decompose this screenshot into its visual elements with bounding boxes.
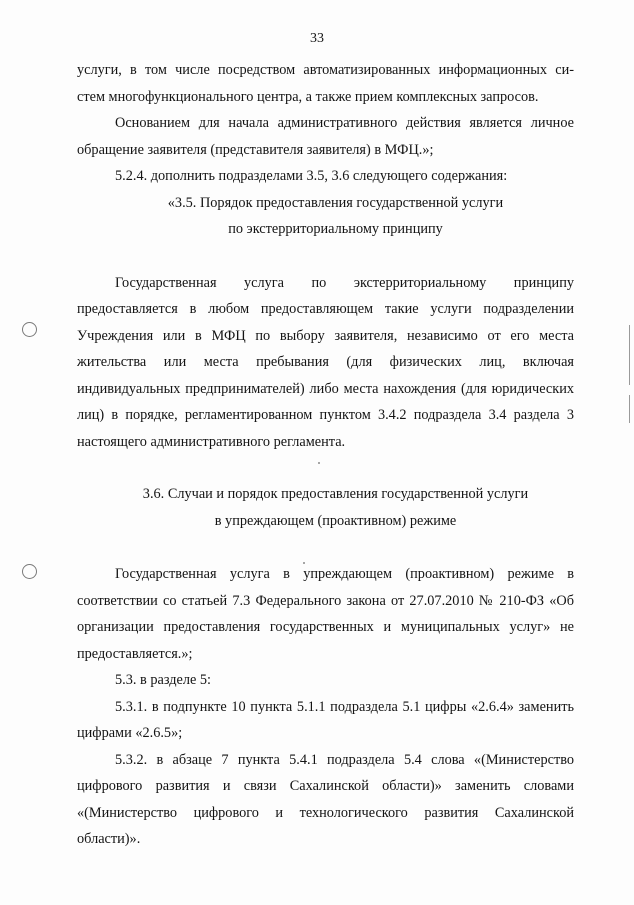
text-line: стем многофункционального центра, а также прием комплексных запросов. (77, 88, 539, 105)
section-heading-3-6-line-1: 3.6. Случаи и порядок предоставления государственной услуги (142, 486, 529, 502)
right-edge-mark-lower (629, 395, 630, 423)
right-edge-mark-upper (629, 325, 630, 385)
paragraph-3-6-body: Государственная услуга в упреждающем (проактивном) режиме в соответствии со статьей 7.3 Федерального закона от 27.07.2010 № 210-ФЗ «Об организации предоставления государственных и муниципальных услуг» не предоставляется.»; (77, 566, 574, 662)
section-heading-3-5-line-2: по экстерриториальному принципу (228, 221, 443, 237)
paragraph: 5.2.4. дополнить подразделами 3.5, 3.6 следующего содержания: (115, 168, 508, 184)
paragraph-5-3-2: 5.3.2. в абзаце 7 пункта 5.4.1 подраздела 5.4 слова «(Министерство цифрового развития и связи Сахалинской области)» заменить словами «(Министерство цифрового и технологического развития Сахалинской области)». (77, 751, 574, 847)
punch-hole-upper (22, 322, 37, 337)
paragraph-3-5-body: Государственная услуга по экстерриториальному принципу предоставляется в любом предоставляющем такие услуги подразделении Учреждения или в МФЦ по выбору заявителя, независимо от его места жительства или места пребывания (для физических лиц, включая индивидуальных предпринимателей) либо места нахождения (для юридических лиц) в порядке, регламентированном пунктом 3.4.2 подраздела 3.4 раздела 3 настоящего административного регламента. (77, 274, 574, 450)
text-line: обращение заявителя (представителя заявителя) в МФЦ.»; (77, 141, 434, 158)
text-line: услуги, в том числе посредством автоматизированных информационных си- (77, 62, 574, 78)
page-number: 33 (310, 31, 324, 46)
paragraph: Основанием для начала административного действия является личное (115, 115, 574, 131)
paragraph-5-3-1: 5.3.1. в подпункте 10 пункта 5.1.1 подраздела 5.1 цифры «2.6.4» заменить цифрами «2.6.5»; (77, 698, 574, 741)
document-body (77, 57, 574, 853)
section-heading-3-5-line-1: «3.5. Порядок предоставления государственной услуги (167, 194, 504, 211)
section-heading-3-6-line-2: в упреждающем (проактивном) режиме (214, 512, 457, 529)
punch-hole-lower (22, 564, 37, 579)
paragraph: 5.3. в разделе 5: (115, 672, 212, 688)
